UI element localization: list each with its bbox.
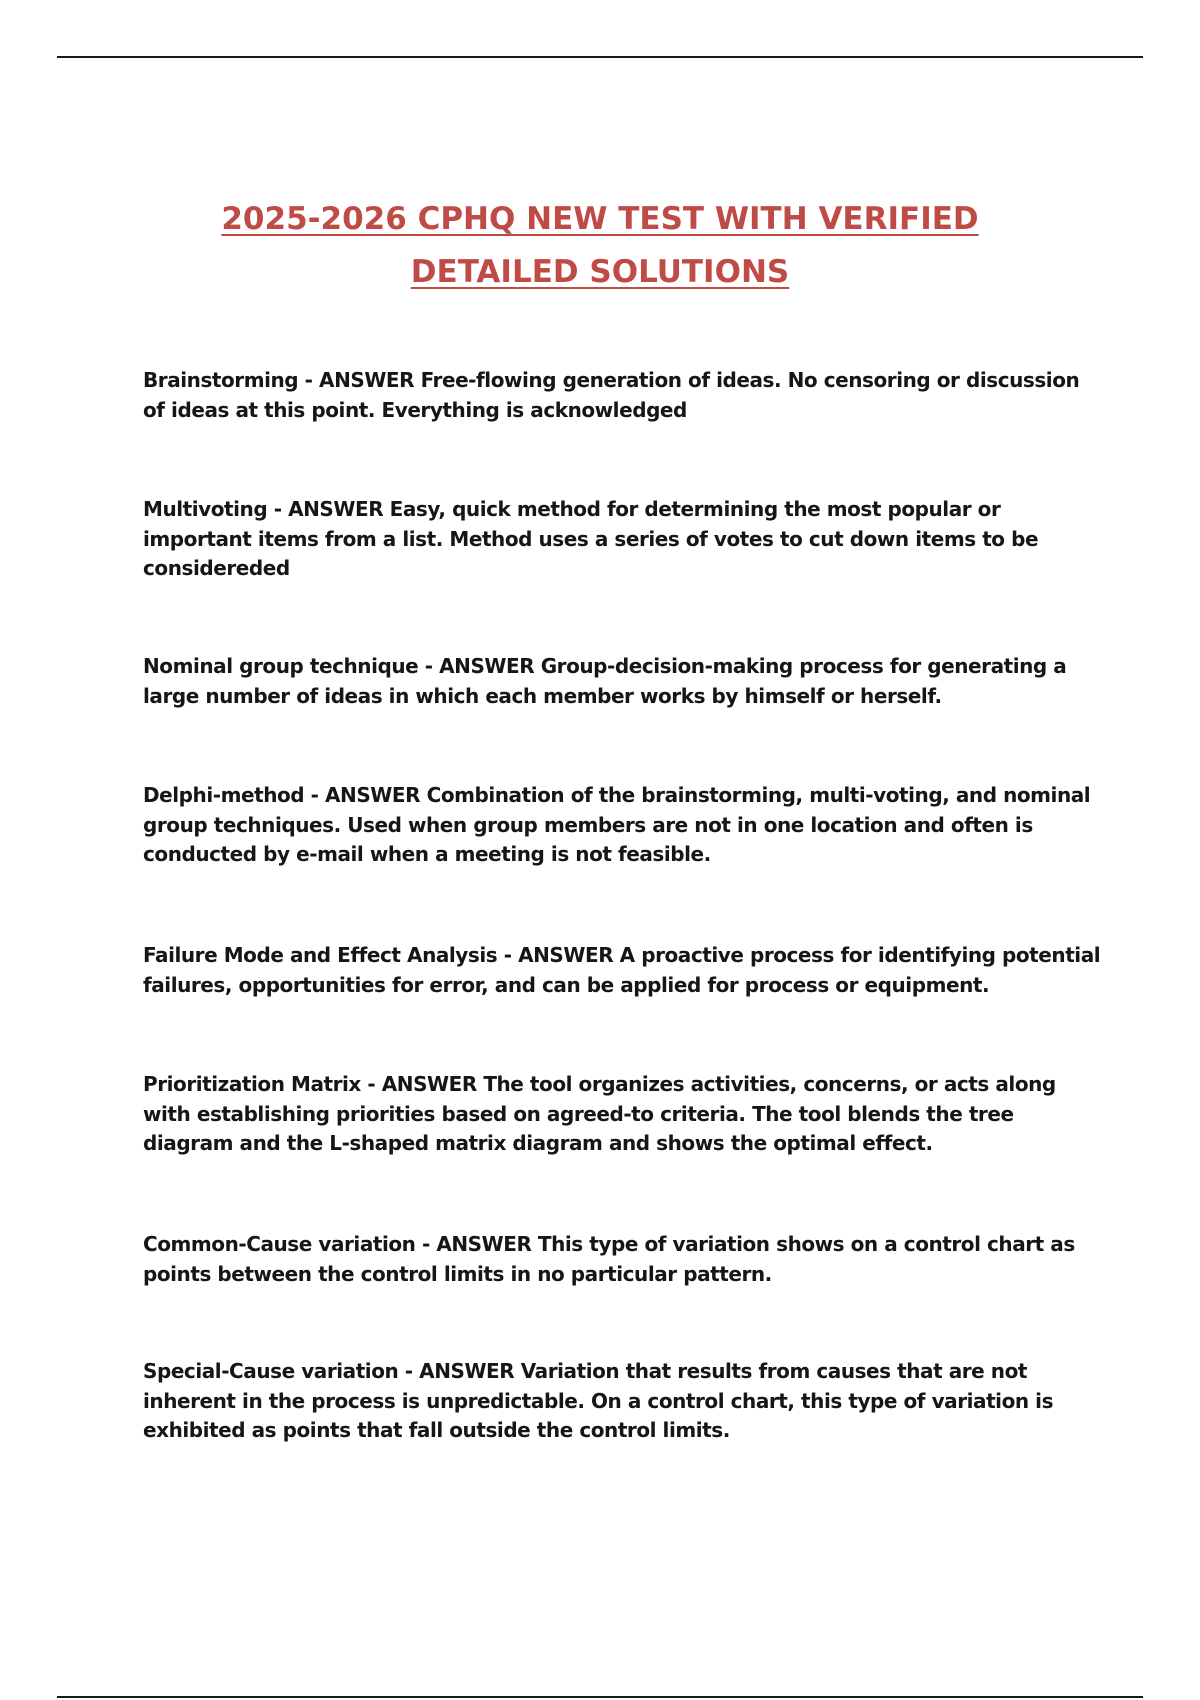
qa-term: Nominal group technique [143, 654, 419, 678]
qa-answer: A proactive process for identifying potential failures, opportunities for error, and can be applied for process or equipment. [143, 943, 1101, 997]
qa-answer: Group-decision-making process for generating a large number of ideas in which each member works by himself or herself. [143, 654, 1067, 708]
qa-separator: - ANSWER [304, 783, 427, 807]
qa-term: Brainstorming [143, 368, 299, 392]
qa-separator: - ANSWER [418, 654, 541, 678]
qa-entry-brainstorming [143, 366, 1103, 425]
top-rule [57, 56, 1143, 58]
qa-entry-prioritization-matrix [143, 1070, 1103, 1159]
qa-entry-multivoting [143, 495, 1103, 584]
qa-answer: Variation that results from causes that are not inherent in the process is unpredictable. On a control chart, this type of variation is exhibited as points that fall outside the control limits. [143, 1359, 1054, 1442]
qa-term: Multivoting [143, 497, 268, 521]
qa-answer: Combination of the brainstorming, multi-voting, and nominal group techniques. Used when group members are not in one location and often is conducted by e-mail when a meeting is not feasible. [143, 783, 1091, 866]
qa-answer: This type of variation shows on a control chart as points between the control limits in no particular pattern. [143, 1232, 1075, 1286]
qa-entry-special-cause [143, 1357, 1103, 1446]
qa-answer: The tool organizes activities, concerns, or acts along with establishing priorities based on agreed-to criteria. The tool blends the tree diagram and the L-shaped matrix diagram and shows the optimal effect. [143, 1072, 1056, 1155]
qa-entry-common-cause [143, 1230, 1103, 1289]
qa-entry-delphi [143, 781, 1103, 870]
qa-entry-nominal-group [143, 652, 1103, 711]
qa-separator: - ANSWER [267, 497, 390, 521]
qa-separator: - ANSWER [497, 943, 620, 967]
qa-term: Common-Cause variation [143, 1232, 416, 1256]
title-line-1: 2025-2026 CPHQ NEW TEST WITH VERIFIED [221, 201, 979, 237]
qa-separator: - ANSWER [298, 368, 421, 392]
qa-separator: - ANSWER [415, 1232, 538, 1256]
qa-term: Special-Cause variation [143, 1359, 399, 1383]
qa-term: Failure Mode and Effect Analysis [143, 943, 498, 967]
qa-answer: Easy, quick method for determining the most popular or important items from a list. Method uses a series of votes to cut down items to be considereded [143, 497, 1039, 580]
qa-separator: - ANSWER [398, 1359, 521, 1383]
qa-entry-fmea [143, 941, 1103, 1000]
title-line-2: DETAILED SOLUTIONS [410, 254, 790, 290]
document-title [100, 193, 1100, 299]
qa-separator: - ANSWER [360, 1072, 484, 1096]
qa-term: Delphi-method [143, 783, 305, 807]
bottom-rule [57, 1696, 1143, 1698]
qa-term: Prioritization Matrix [143, 1072, 361, 1096]
qa-answer: Free-flowing generation of ideas. No censoring or discussion of ideas at this point. Everything is acknowledged [143, 368, 1080, 422]
